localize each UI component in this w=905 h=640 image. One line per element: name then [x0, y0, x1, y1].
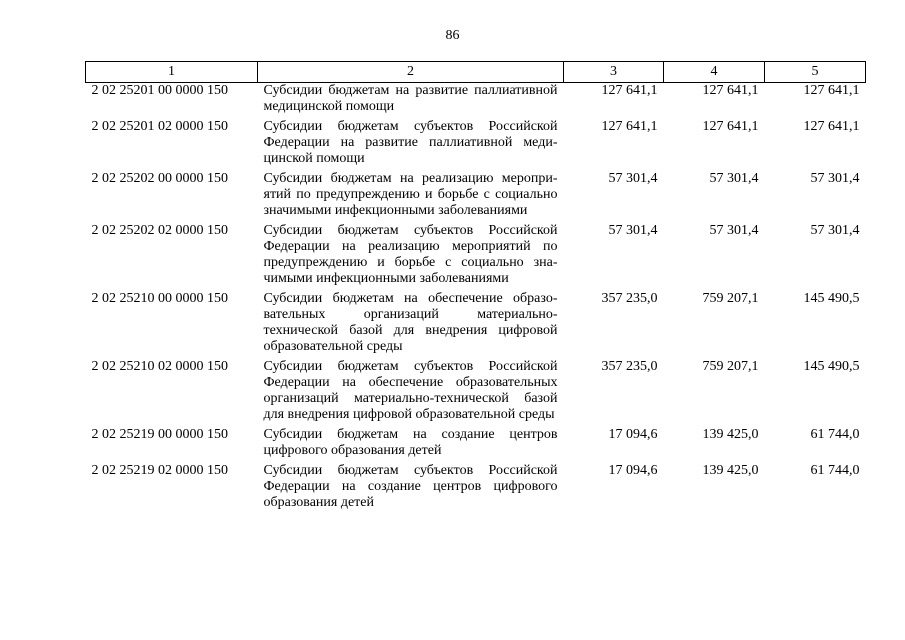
- table-row: [86, 171, 866, 223]
- column-header-value-3: 5: [765, 62, 866, 83]
- row-value-1: 127 641,1: [601, 119, 658, 134]
- row-value-1: 17 094,6: [608, 463, 658, 478]
- column-header-name: 2: [258, 62, 564, 83]
- row-value-3: 145 490,5: [803, 291, 860, 306]
- row-name: Субсидии бюджетам на создание центров цифрового образования детей: [263, 427, 558, 458]
- row-value-2: 139 425,0: [702, 427, 759, 442]
- row-code: 2 02 25210 00 0000 150: [91, 291, 228, 306]
- row-value-1: 357 235,0: [601, 291, 658, 306]
- row-value-2: 139 425,0: [702, 463, 759, 478]
- row-code: 2 02 25219 00 0000 150: [91, 427, 228, 442]
- table-row: [86, 83, 866, 120]
- row-value-3: 127 641,1: [803, 83, 860, 98]
- row-value-2: 127 641,1: [702, 83, 759, 98]
- column-header-value-1: 3: [564, 62, 664, 83]
- table-header-row: [86, 62, 866, 83]
- row-code: 2 02 25202 02 0000 150: [91, 223, 228, 238]
- row-value-2: 759 207,1: [702, 291, 759, 306]
- row-name: Субсидии бюджетам субъектов Российской Федерации на развитие паллиативной медицинской помощи: [263, 119, 558, 166]
- row-name: Субсидии бюджетам на обеспечение образовательных организаций материально-технической базой для внедрения цифровой образовательной среды: [263, 291, 558, 354]
- row-value-2: 127 641,1: [702, 119, 759, 134]
- row-name: Субсидии бюджетам субъектов Российской Федерации на обеспечение образовательных организаций материально-технической базой для внедрения цифровой образовательной среды: [263, 359, 558, 422]
- row-value-1: 127 641,1: [601, 83, 658, 98]
- row-value-3: 57 301,4: [810, 223, 860, 238]
- row-value-3: 127 641,1: [803, 119, 860, 134]
- row-value-2: 57 301,4: [709, 223, 759, 238]
- row-value-3: 145 490,5: [803, 359, 860, 374]
- row-code: 2 02 25201 00 0000 150: [91, 83, 228, 98]
- row-value-1: 17 094,6: [608, 427, 658, 442]
- row-value-2: 759 207,1: [702, 359, 759, 374]
- row-value-1: 57 301,4: [608, 223, 658, 238]
- row-name: Субсидии бюджетам на развитие паллиативной медицинской помощи: [263, 83, 558, 114]
- row-name: Субсидии бюджетам на реализацию мероприятий по предупреждению и борьбе с социально значимыми инфекционными заболеваниями: [263, 171, 558, 218]
- row-value-3: 57 301,4: [810, 171, 860, 186]
- row-name: Субсидии бюджетам субъектов Российской Федерации на реализацию мероприятий по предупреждению и борьбе с социально значимыми инфекционными заболеваниями: [263, 223, 558, 286]
- row-value-3: 61 744,0: [810, 427, 860, 442]
- table-row: [86, 223, 866, 291]
- row-value-1: 357 235,0: [601, 359, 658, 374]
- row-code: 2 02 25202 00 0000 150: [91, 171, 228, 186]
- table-row: [86, 427, 866, 463]
- row-code: 2 02 25219 02 0000 150: [91, 463, 228, 478]
- table-row: [86, 291, 866, 359]
- column-header-code: 1: [86, 62, 258, 83]
- row-value-1: 57 301,4: [608, 171, 658, 186]
- row-name: Субсидии бюджетам субъектов Российской Федерации на создание центров цифрового образования детей: [263, 463, 558, 510]
- budget-revenue-table: [85, 61, 866, 515]
- row-code: 2 02 25210 02 0000 150: [91, 359, 228, 374]
- row-value-3: 61 744,0: [810, 463, 860, 478]
- row-value-2: 57 301,4: [709, 171, 759, 186]
- table-row: [86, 119, 866, 171]
- page-number: 86: [445, 28, 460, 43]
- row-code: 2 02 25201 02 0000 150: [91, 119, 228, 134]
- column-header-value-2: 4: [664, 62, 765, 83]
- table-row: [86, 463, 866, 515]
- table-row: [86, 359, 866, 427]
